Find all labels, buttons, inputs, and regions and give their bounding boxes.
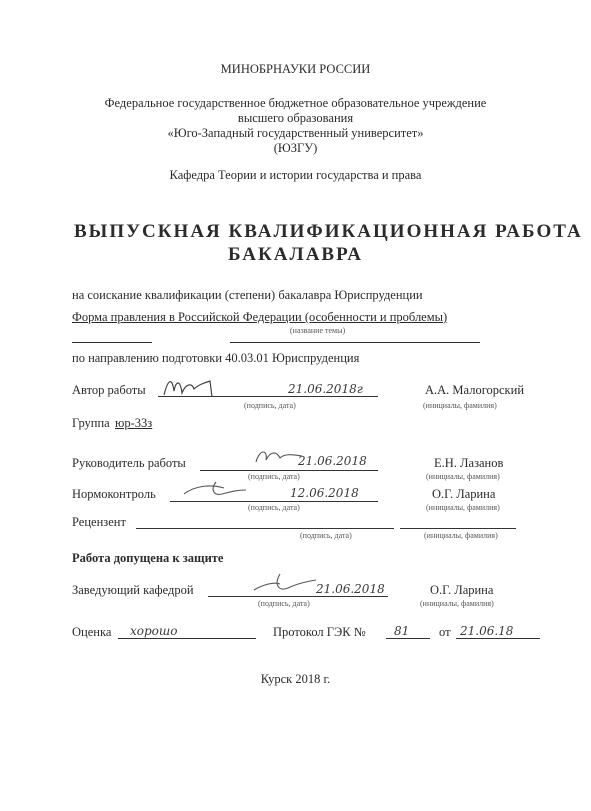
- protocol-from-label: от: [439, 625, 451, 639]
- ministry-name: МИНОБРНАУКИ РОССИИ: [220, 62, 371, 76]
- normcontrol-sig-caption: (подпись, дата): [248, 503, 300, 512]
- group-label: Группа: [72, 416, 110, 430]
- author-date: 21.06.2018г: [288, 382, 363, 396]
- head-of-department-label: Заведующий кафедрой: [72, 583, 194, 597]
- reviewer-sig-caption: (подпись, дата): [300, 531, 352, 540]
- head-name-caption: (инициалы, фамилия): [420, 599, 494, 608]
- supervisor-name: Е.Н. Лазанов: [434, 456, 504, 470]
- grade-label: Оценка: [72, 625, 112, 639]
- group-value: юр-33з: [115, 416, 153, 430]
- reviewer-label: Рецензент: [72, 515, 126, 529]
- supervisor-signature-line: [200, 470, 378, 471]
- head-sig-caption: (подпись, дата): [258, 599, 310, 608]
- document-title-line-2: БАКАЛАВРА: [228, 244, 363, 265]
- normcontrol-date: 12.06.2018: [290, 486, 359, 500]
- topic-caption: (название темы): [290, 326, 346, 335]
- degree-line: на соискание квалификации (степени) бакалавра Юриспруденции: [72, 288, 423, 302]
- topic-continuation-line-left: [72, 342, 152, 343]
- supervisor-sig-caption: (подпись, дата): [248, 472, 300, 481]
- supervisor-name-caption: (инициалы, фамилия): [426, 472, 500, 481]
- topic-continuation-line-right: [230, 342, 480, 343]
- normcontrol-signature-line: [170, 501, 378, 502]
- author-name: А.А. Малогорский: [425, 383, 525, 397]
- author-label: Автор работы: [72, 383, 146, 397]
- head-signature-line: [208, 596, 388, 597]
- protocol-label: Протокол ГЭК №: [273, 625, 366, 639]
- author-name-caption: (инициалы, фамилия): [423, 401, 497, 410]
- direction-line: по направлению подготовки 40.03.01 Юриспруденция: [72, 351, 360, 365]
- supervisor-date: 21.06.2018: [298, 454, 367, 468]
- reviewer-signature-line: [136, 528, 394, 529]
- city-year: Курск 2018 г.: [260, 672, 331, 686]
- normcontrol-label: Нормоконтроль: [72, 487, 156, 501]
- protocol-number-line: [386, 638, 430, 639]
- head-date: 21.06.2018: [316, 582, 385, 596]
- admission-heading: Работа допущена к защите: [72, 551, 224, 565]
- document-title-line-1: ВЫПУСКНАЯ КВАЛИФИКАЦИОННАЯ РАБОТА: [74, 221, 583, 242]
- org-line-2: высшего образования: [237, 111, 354, 125]
- protocol-date: 21.06.18: [460, 624, 514, 638]
- normcontrol-name: О.Г. Ларина: [432, 487, 496, 501]
- author-signature-line: [158, 396, 378, 397]
- protocol-number: 81: [394, 624, 410, 638]
- department-name: Кафедра Теории и истории государства и права: [169, 168, 422, 182]
- supervisor-label: Руководитель работы: [72, 456, 186, 470]
- org-line-3: «Юго-Западный государственный университет»: [167, 126, 424, 140]
- thesis-topic: Форма правления в Российской Федерации (особенности и проблемы): [72, 310, 448, 324]
- normcontrol-name-caption: (инициалы, фамилия): [426, 503, 500, 512]
- head-name: О.Г. Ларина: [430, 583, 494, 597]
- grade-line: [118, 638, 256, 639]
- protocol-date-line: [456, 638, 540, 639]
- normcontrol-signature: [180, 478, 250, 502]
- author-sig-caption: (подпись, дата): [244, 401, 296, 410]
- head-signature: [250, 570, 320, 598]
- reviewer-name-caption: (инициалы, фамилия): [424, 531, 498, 540]
- grade-value: хорошо: [130, 624, 178, 638]
- org-line-1: Федеральное государственное бюджетное образовательное учреждение: [104, 96, 487, 110]
- org-line-4: (ЮЗГУ): [273, 141, 318, 155]
- reviewer-name-line: [400, 528, 516, 529]
